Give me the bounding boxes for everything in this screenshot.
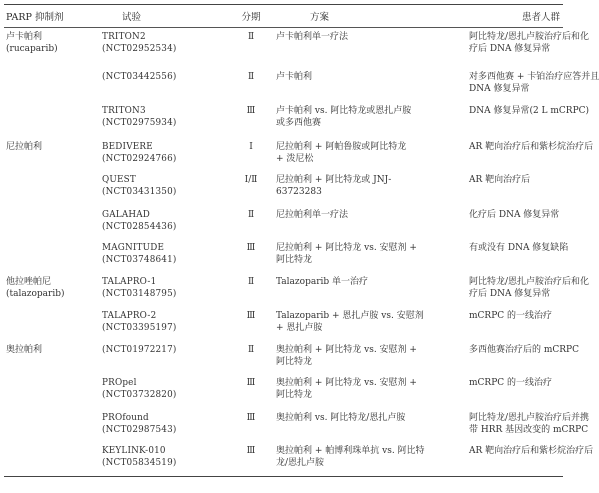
trial-cell: [100, 138, 228, 171]
phase-cell: [228, 273, 274, 307]
regimen-cell-text: 卢卡帕利: [276, 71, 313, 82]
drug-cell: [4, 239, 100, 273]
trial-cell-text: (NCT02854436): [102, 221, 177, 232]
regimen-cell-text: 或多西他赛: [276, 117, 322, 128]
trial-cell: [100, 341, 228, 374]
phase-cell: [228, 374, 274, 409]
drug-cell-text: 奥拉帕利: [6, 344, 43, 355]
trial-cell-text: BEDIVERE: [102, 141, 153, 152]
phase-cell-text: Ⅱ: [247, 32, 255, 42]
drug-cell-text: (talazoparib): [6, 288, 65, 299]
population-cell-text: 有或没有 DNA 修复缺陷: [469, 242, 569, 253]
population-cell-text: 化疗后 DNA 修复异常: [469, 209, 560, 220]
header-phase: 分期: [228, 5, 274, 28]
trial-cell-text: (NCT01972217): [102, 344, 177, 355]
population-cell: [467, 341, 579, 374]
regimen-cell: [274, 341, 467, 374]
trial-cell-text: PROpel: [102, 377, 137, 388]
parp-trials-table: [4, 4, 599, 477]
table-row: [4, 28, 563, 68]
population-cell-text: DNA 修复异常(2 L mCRPC): [469, 105, 590, 116]
regimen-cell-text: Talazoparib 单一治疗: [276, 276, 369, 287]
regimen-cell-text: 阿比特龙: [276, 389, 313, 400]
phase-cell: [228, 442, 274, 477]
population-cell-text: 带 HRR 基因改变的 mCRPC: [469, 424, 589, 435]
trial-cell-text: PROfound: [102, 412, 149, 423]
drug-cell: [4, 138, 100, 171]
regimen-cell-text: + 泼尼松: [276, 153, 314, 164]
header-population: 患者人群: [467, 5, 563, 28]
regimen-cell-text: Talazoparib + 恩扎卢胺 vs. 安慰剂: [276, 310, 424, 321]
regimen-cell-text: 卢卡帕利 vs. 阿比特龙或恩扎卢胺: [276, 105, 412, 116]
trial-cell-text: TALAPRO-1: [102, 276, 157, 287]
population-cell-text: AR 靶向治疗后和紫杉烷治疗后: [469, 141, 594, 152]
trial-cell-text: MAGNITUDE: [102, 242, 165, 253]
population-cell-text: DNA 修复异常: [469, 83, 530, 94]
phase-cell-text: Ⅲ: [246, 412, 256, 423]
table-row: [4, 138, 563, 171]
regimen-cell-text: 卢卡帕利单一疗法: [276, 32, 349, 42]
trial-cell-text: (NCT02952534): [102, 44, 177, 54]
regimen-cell: [274, 273, 467, 307]
regimen-cell-text: + 恩扎卢胺: [276, 322, 323, 333]
trial-cell: [100, 28, 228, 68]
population-cell-text: 多西他赛治疗后的 mCRPC: [469, 344, 579, 355]
phase-cell-text: Ⅱ: [247, 344, 255, 355]
phase-cell: [228, 307, 274, 341]
trial-cell-text: (NCT03732820): [102, 389, 177, 400]
regimen-cell: [274, 68, 467, 102]
trial-cell-text: (NCT03442556): [102, 71, 177, 82]
drug-cell: [4, 341, 100, 374]
phase-cell-text: Ⅲ: [246, 445, 256, 456]
trial-cell-text: (NCT03395197): [102, 322, 177, 333]
population-cell-text: mCRPC 的一线治疗: [469, 377, 552, 388]
table-row: [4, 273, 563, 307]
regimen-cell: [274, 239, 467, 273]
regimen-cell-text: 尼拉帕利 + 阿比特龙或 JNJ-: [276, 174, 392, 185]
table-row: [4, 374, 563, 409]
phase-cell-text: Ⅲ: [246, 105, 256, 116]
trial-cell-text: (NCT02924766): [102, 153, 177, 164]
trial-cell: [100, 171, 228, 206]
trial-cell-text: TRITON2: [102, 32, 146, 42]
population-cell-text: 对多西他赛 + 卡铂治疗应答并且: [469, 71, 599, 82]
table-row: [4, 307, 563, 341]
trial-cell-text: (NCT03431350): [102, 186, 177, 197]
phase-cell-text: Ⅱ: [247, 71, 255, 82]
regimen-cell: [274, 409, 467, 442]
drug-cell: [4, 374, 100, 409]
population-cell: [467, 206, 563, 239]
regimen-cell: [274, 102, 467, 138]
trial-cell-text: QUEST: [102, 174, 136, 185]
regimen-cell-text: 尼拉帕利单一疗法: [276, 209, 349, 220]
population-cell: [467, 68, 599, 102]
regimen-cell: [274, 307, 467, 341]
trial-cell: [100, 273, 228, 307]
trial-cell-text: KEYLINK-010: [102, 445, 166, 456]
table-row: [4, 239, 563, 273]
regimen-cell: [274, 171, 467, 206]
table-header-row: [4, 5, 563, 28]
table-row: [4, 206, 563, 239]
table-body: [4, 28, 599, 477]
regimen-cell: [274, 206, 467, 239]
regimen-cell-text: 阿比特龙: [276, 254, 313, 265]
population-cell-text: mCRPC 的一线治疗: [469, 310, 552, 321]
drug-cell-text: 卢卡帕利: [6, 32, 43, 42]
drug-cell: [4, 273, 100, 307]
phase-cell: [228, 171, 274, 206]
population-cell-text: 阿比特龙/恩扎卢胺治疗后和化: [469, 32, 590, 42]
phase-cell: [228, 28, 274, 68]
regimen-cell: [274, 28, 467, 68]
drug-cell: [4, 307, 100, 341]
regimen-cell: [274, 442, 467, 477]
population-cell: [467, 442, 594, 477]
population-cell: [467, 273, 590, 307]
regimen-cell-text: 阿比特龙: [276, 356, 313, 367]
phase-cell: [228, 206, 274, 239]
trial-cell-text: (NCT02987543): [102, 424, 177, 435]
trial-cell: [100, 239, 228, 273]
regimen-cell: [274, 138, 467, 171]
population-cell-text: 疗后 DNA 修复异常: [469, 44, 551, 54]
drug-cell: [4, 206, 100, 239]
phase-cell: [228, 341, 274, 374]
regimen-cell-text: 尼拉帕利 + 阿帕鲁胺或阿比特龙: [276, 141, 407, 152]
drug-cell: [4, 171, 100, 206]
regimen-cell-text: 奥拉帕利 + 帕博利珠单抗 vs. 阿比特: [276, 445, 425, 456]
drug-cell-text: (rucaparib): [6, 44, 58, 54]
table-row: [4, 102, 563, 138]
population-cell-text: AR 靶向治疗后: [469, 174, 531, 185]
trial-cell: [100, 307, 228, 341]
table-row: [4, 171, 563, 206]
trial-cell: [100, 409, 228, 442]
trial-cell-text: (NCT03148795): [102, 288, 177, 299]
phase-cell-text: Ⅲ: [246, 242, 256, 253]
population-cell: [467, 374, 563, 409]
phase-cell: [228, 68, 274, 102]
phase-cell-text: Ⅱ: [247, 276, 255, 287]
phase-cell-text: Ⅰ: [249, 141, 253, 152]
phase-cell-text: Ⅲ: [246, 377, 256, 388]
phase-cell-text: Ⅲ: [246, 310, 256, 321]
table-row: [4, 409, 563, 442]
header-trial: 试验: [100, 5, 228, 28]
population-cell-text: 疗后 DNA 修复异常: [469, 288, 551, 299]
trial-cell: [100, 206, 228, 239]
trial-cell-text: GALAHAD: [102, 209, 151, 220]
phase-cell: [228, 102, 274, 138]
regimen-cell-text: 奥拉帕利 + 阿比特龙 vs. 安慰剂 +: [276, 344, 417, 355]
population-cell: [467, 171, 563, 206]
population-cell: [467, 307, 563, 341]
trial-cell: [100, 442, 228, 477]
table-row: [4, 341, 563, 374]
regimen-cell-text: 尼拉帕利 + 阿比特龙 vs. 安慰剂 +: [276, 242, 417, 253]
trial-cell-text: TRITON3: [102, 105, 146, 116]
population-cell: [467, 138, 594, 171]
drug-cell: [4, 442, 100, 477]
drug-cell-text: 他拉唑帕尼: [6, 276, 52, 287]
phase-cell: [228, 409, 274, 442]
table-row: [4, 442, 563, 477]
drug-cell: [4, 102, 100, 138]
regimen-cell-text: 龙/恩扎卢胺: [276, 457, 325, 468]
population-cell: [467, 102, 590, 138]
trial-cell: [100, 68, 228, 102]
population-cell: [467, 239, 569, 273]
population-cell: [467, 28, 590, 68]
phase-cell: [228, 138, 274, 171]
drug-cell-text: 尼拉帕利: [6, 141, 43, 152]
trial-cell-text: TALAPRO-2: [102, 310, 157, 321]
regimen-cell-text: 奥拉帕利 + 阿比特龙 vs. 安慰剂 +: [276, 377, 417, 388]
drug-cell: [4, 68, 100, 102]
table-row: [4, 68, 563, 102]
trial-cell-text: (NCT02975934): [102, 117, 177, 128]
population-cell-text: 阿比特龙/恩扎卢胺治疗后并携: [469, 412, 590, 423]
population-cell-text: AR 靶向治疗后和紫杉烷治疗后: [469, 445, 594, 456]
trial-cell-text: (NCT05834519): [102, 457, 177, 468]
header-drug: PARP 抑制剂: [4, 5, 100, 28]
header-regimen: 方案: [274, 5, 467, 28]
population-cell-text: 阿比特龙/恩扎卢胺治疗后和化: [469, 276, 590, 287]
phase-cell-text: Ⅱ: [247, 209, 255, 220]
trial-cell-text: (NCT03748641): [102, 254, 177, 265]
phase-cell: [228, 239, 274, 273]
phase-cell-text: Ⅰ/Ⅱ: [244, 174, 258, 185]
regimen-cell-text: 63723283: [276, 186, 322, 197]
population-cell: [467, 409, 590, 442]
drug-cell: [4, 28, 100, 68]
regimen-cell: [274, 374, 467, 409]
drug-cell: [4, 409, 100, 442]
trial-cell: [100, 102, 228, 138]
regimen-cell-text: 奥拉帕利 vs. 阿比特龙/恩扎卢胺: [276, 412, 406, 423]
trial-cell: [100, 374, 228, 409]
